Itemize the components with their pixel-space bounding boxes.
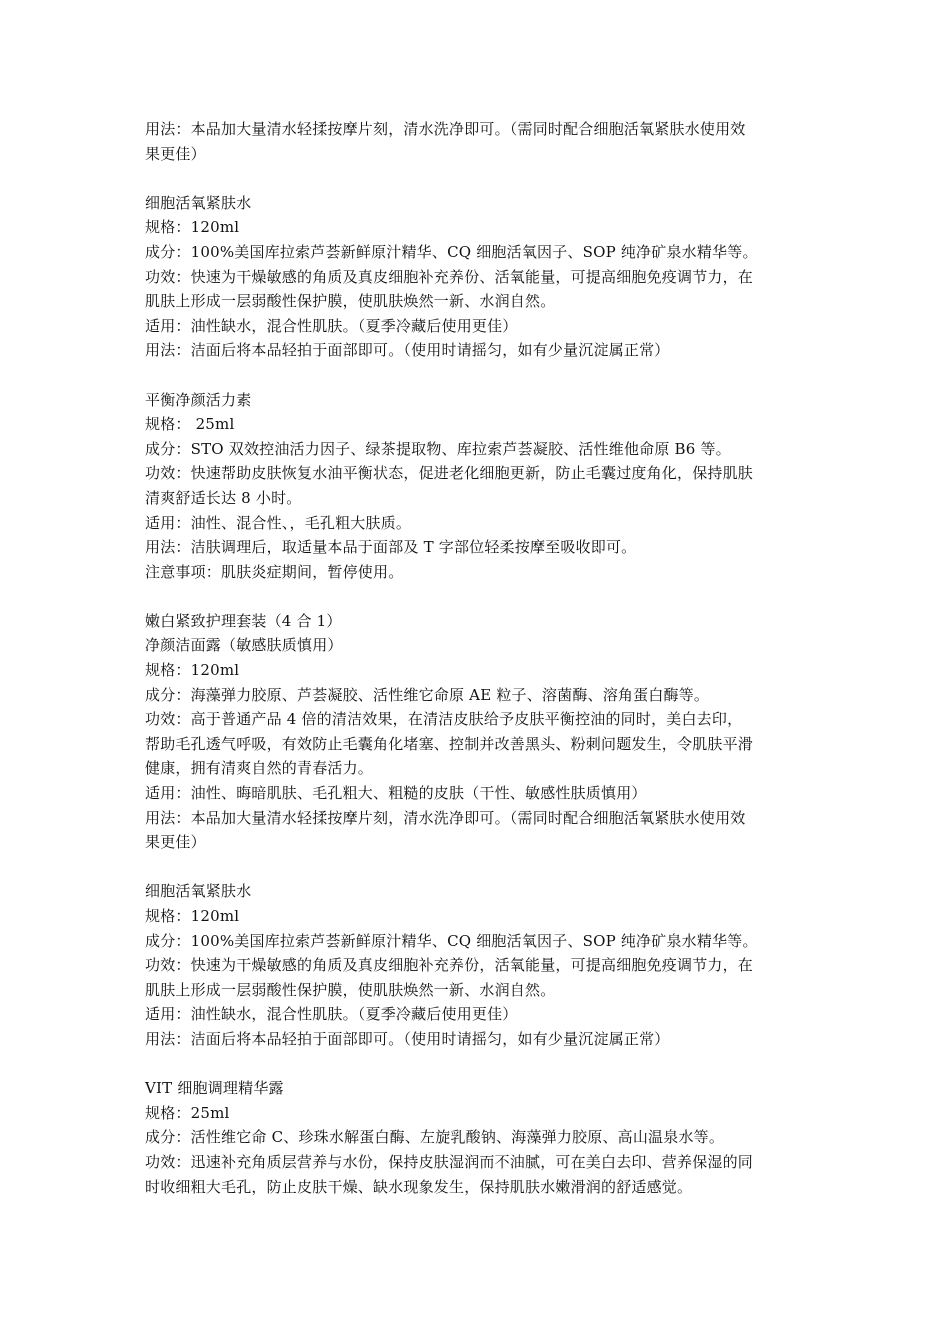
text-line: 功效：高于普通产品 4 倍的清洁效果，在清洁皮肤给予皮肤平衡控油的同时，美白去印，: [145, 710, 743, 729]
text-line: 清爽舒适长达 8 小时。: [145, 488, 302, 507]
document-page: [145, 117, 810, 1199]
section-heading: 嫩白紧致护理套装（4 合 1）: [145, 611, 342, 630]
text-line: 用法：洁肤调理后，取适量本品于面部及 T 字部位轻柔按摩至吸收即可。: [145, 538, 637, 557]
text-line: 用法：本品加大量清水轻揉按摩片刻，清水洗净即可。（需同时配合细胞活氧紧肤水使用效: [145, 808, 746, 827]
text-line: 果更佳）: [145, 144, 206, 163]
text-line: 用法：本品加大量清水轻揉按摩片刻，清水洗净即可。（需同时配合细胞活氧紧肤水使用效: [145, 120, 746, 138]
text-line: 成分：100%美国库拉索芦荟新鲜原汁精华、CQ 细胞活氧因子、SOP 纯净矿泉水精华等。: [145, 242, 758, 261]
text-line: 功效：快速为干燥敏感的角质及真皮细胞补充养份，活氧能量，可提高细胞免疫调节力，在: [145, 956, 754, 975]
blank-line: [145, 855, 810, 880]
blank-line: [145, 166, 810, 191]
section-heading: 平衡净颜活力素: [145, 390, 252, 409]
text-line: 成分：100%美国库拉索芦荟新鲜原汁精华、CQ 细胞活氧因子、SOP 纯净矿泉水精华等。: [145, 931, 758, 950]
blank-line: [145, 584, 810, 609]
text-line: 适用：油性缺水，混合性肌肤。（夏季冷藏后使用更佳）: [145, 1005, 518, 1024]
text-line: 规格：120ml: [145, 218, 240, 237]
text-line: 成分：海藻弹力胶原、芦荟凝胶、活性维它命原 AE 粒子、溶菌酶、溶角蛋白酶等。: [145, 685, 710, 704]
section-heading: 细胞活氧紧肤水: [145, 882, 252, 901]
text-line: 适用：油性、晦暗肌肤、毛孔粗大、粗糙的皮肤（干性、敏感性肤质慎用）: [145, 784, 647, 803]
text-line: 注意事项：肌肤炎症期间，暂停使用。: [145, 562, 404, 581]
text-line: 帮助毛孔透气呼吸，有效防止毛囊角化堵塞、控制并改善黑头、粉刺问题发生，令肌肤平滑: [145, 734, 754, 753]
text-line: 肌肤上形成一层弱酸性保护膜，使肌肤焕然一新、水润自然。: [145, 980, 556, 999]
text-line: 健康，拥有清爽自然的青春活力。: [145, 759, 374, 778]
section-heading: VIT 细胞调理精华露: [145, 1079, 284, 1098]
text-line: 成分：活性维它命 C、珍珠水解蛋白酶、左旋乳酸钠、海藻弹力胶原、高山温泉水等。: [145, 1128, 725, 1147]
text-line: 肌肤上形成一层弱酸性保护膜，使肌肤焕然一新、水润自然。: [145, 292, 556, 311]
section-heading: 细胞活氧紧肤水: [145, 193, 252, 212]
text-line: 规格： 25ml: [145, 415, 235, 434]
text-line: 用法：洁面后将本品轻拍于面部即可。（使用时请摇匀，如有少量沉淀属正常）: [145, 341, 670, 360]
text-line: 功效：快速为干燥敏感的角质及真皮细胞补充养份、活氧能量，可提高细胞免疫调节力，在: [145, 267, 754, 286]
blank-line: [145, 1052, 810, 1077]
text-line: 适用：油性、混合性、，毛孔粗大肤质。: [145, 513, 412, 532]
text-line: 规格：25ml: [145, 1103, 230, 1122]
text-line: 规格：120ml: [145, 661, 240, 680]
text-line: 适用：油性缺水，混合性肌肤。（夏季冷藏后使用更佳）: [145, 316, 518, 335]
text-line: 规格：120ml: [145, 907, 240, 925]
text-line: 果更佳）: [145, 833, 206, 852]
text-line: 时收细粗大毛孔，防止皮肤干燥、缺水现象发生，保持肌肤水嫩滑润的舒适感觉。: [145, 1177, 693, 1196]
text-line: 成分：STO 双效控油活力因子、绿茶提取物、库拉索芦荟凝胶、活性维他命原 B6 等。: [145, 439, 731, 458]
blank-line: [145, 363, 810, 388]
text-line: 用法：洁面后将本品轻拍于面部即可。（使用时请摇匀，如有少量沉淀属正常）: [145, 1029, 670, 1048]
subsection-heading: 净颜洁面露（敏感肤质慎用）: [145, 636, 343, 655]
text-line: 功效：快速帮助皮肤恢复水油平衡状态，促进老化细胞更新，防止毛囊过度角化，保持肌肤: [145, 464, 754, 483]
text-line: 功效：迅速补充角质层营养与水份，保持皮肤湿润而不油腻，可在美白去印、营养保湿的同: [145, 1152, 754, 1171]
